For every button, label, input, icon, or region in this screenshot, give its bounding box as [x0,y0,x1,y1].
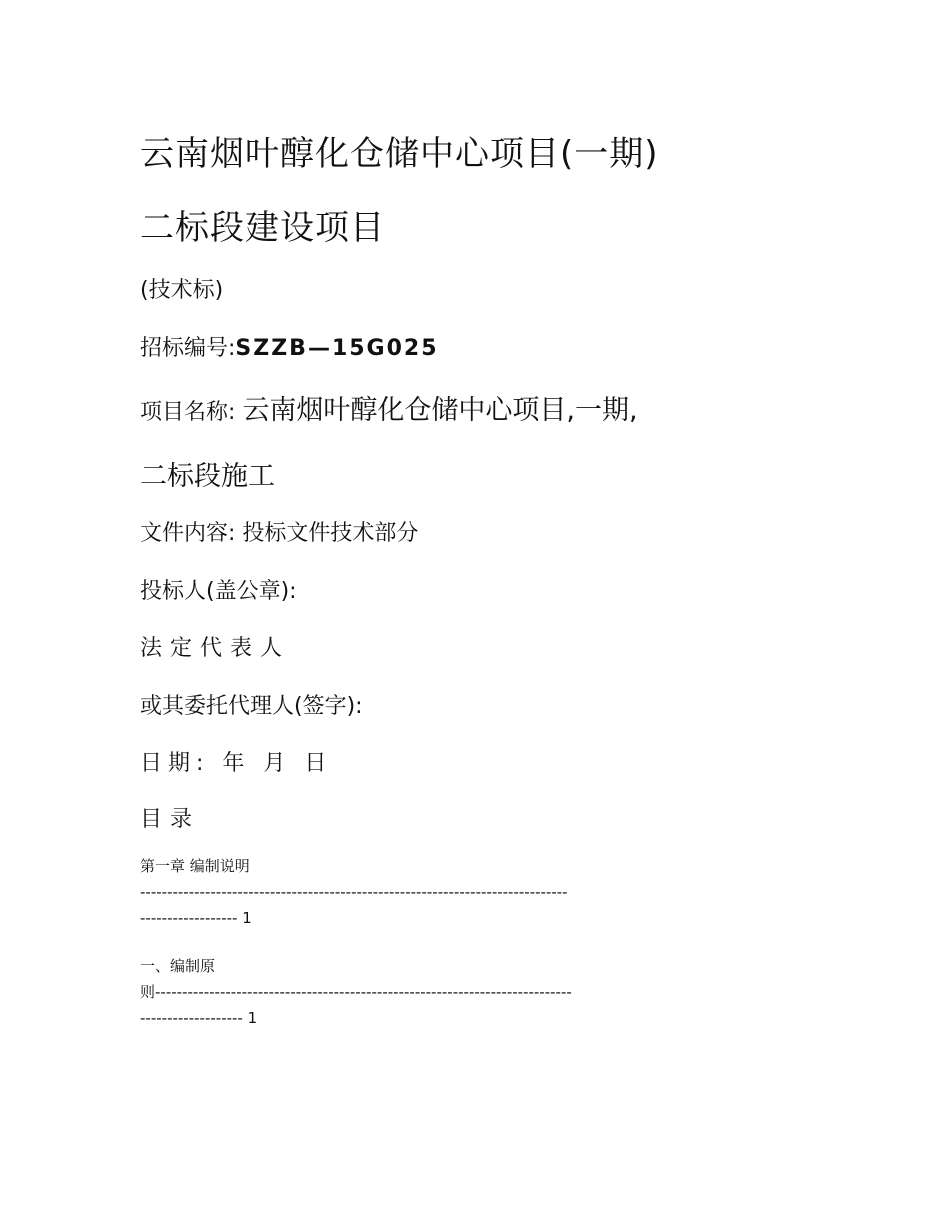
toc-item-leader: ------------------------------------------------------------------------------- [140,883,568,901]
toc-item-title: 一、编制原 [140,957,216,975]
toc-item-leader: 则----------------------------------------------------------------------------- [140,983,572,1001]
bid-number-row [140,331,439,362]
document-title-line2: 二标段建设项目 [140,208,385,248]
file-content: 文件内容: 投标文件技术部分 [140,521,419,546]
bid-number-label: 招标编号: [140,336,236,361]
project-name-row [140,388,638,427]
toc-heading: 目录 [140,807,201,832]
project-name-label: 项目名称: [140,400,243,425]
project-name-value: 云南烟叶醇化仓储中心项目,一期, [242,395,638,426]
toc-item[interactable] [140,953,810,1031]
document-subtitle: (技术标) [140,278,224,303]
authorized-agent: 或其委托代理人(签字): [140,694,363,719]
toc-item-leader-end: ------------------ 1 [140,909,252,927]
bidder-seal: 投标人(盖公章): [140,579,297,604]
project-name-continuation: 二标段施工 [140,461,275,492]
date-field: 日期: 年 月 日 [140,751,333,776]
toc-item-page: 1 [247,1009,258,1027]
toc-item-leader-end: ------------------- 1 [140,1009,258,1027]
legal-representative: 法定代表人 [140,636,291,661]
toc-item-page: 1 [242,909,252,927]
toc-item[interactable] [140,853,810,931]
toc-item-title: 第一章 编制说明 [140,857,250,875]
bid-number-value: SZZB—15G025 [235,336,439,361]
document-title-line1: 云南烟叶醇化仓储中心项目(一期) [140,134,659,174]
